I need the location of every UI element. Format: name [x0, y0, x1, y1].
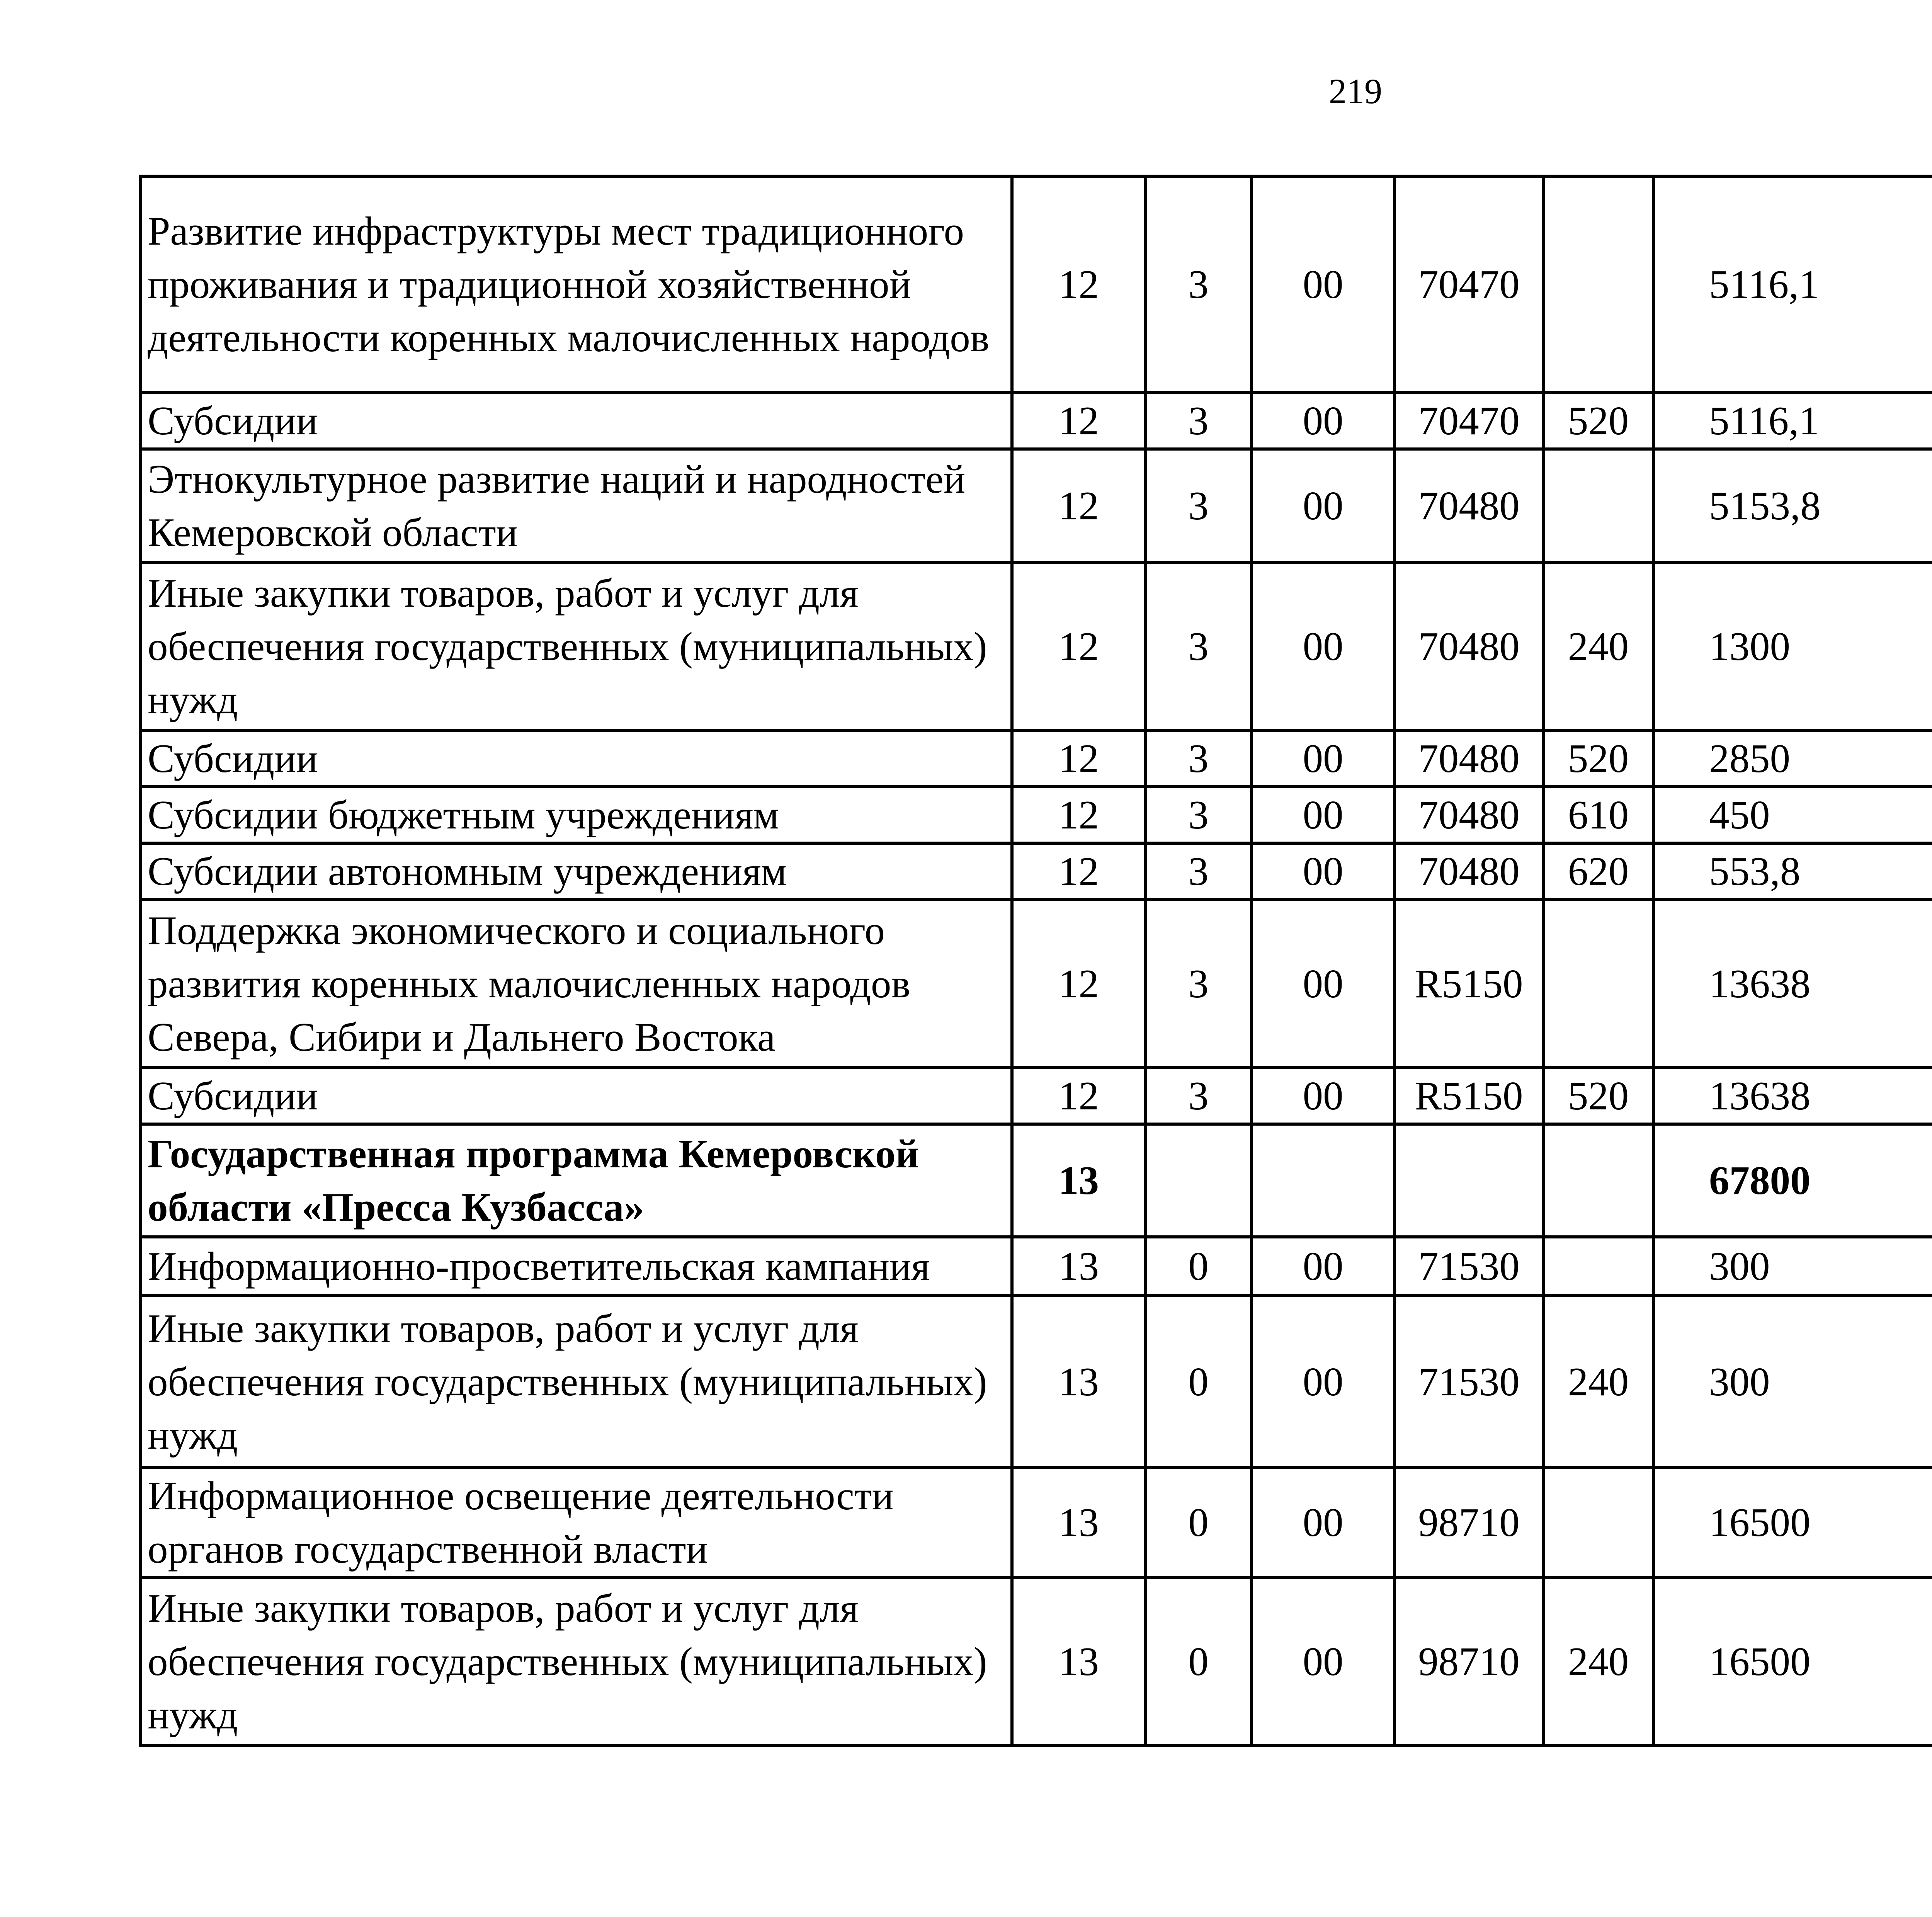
code-cell: 240	[1543, 562, 1653, 730]
code-cell: 13	[1012, 1296, 1145, 1468]
code-cell: 520	[1543, 393, 1653, 449]
table-body	[141, 176, 1932, 1745]
code-cell	[1395, 1124, 1543, 1237]
amount-cell: 300	[1653, 1296, 1932, 1468]
page-number: 219	[1329, 71, 1382, 111]
code-cell	[1543, 1237, 1653, 1296]
row-name: Информационно-просветительская кампания	[141, 1237, 1012, 1296]
table-row	[141, 1237, 1932, 1296]
amount-cell: 2850	[1653, 730, 1932, 787]
row-name: Субсидии автономным учреждениям	[141, 843, 1012, 900]
code-cell: 00	[1252, 176, 1395, 393]
amount-cell: 13638	[1653, 1068, 1932, 1124]
row-name: Этнокультурное развитие наций и народностей Кемеровской области	[141, 449, 1012, 562]
row-name: Информационное освещение деятельности органов государственной власти	[141, 1468, 1012, 1577]
code-cell: 98710	[1395, 1468, 1543, 1577]
table-row	[141, 730, 1932, 787]
code-cell: 00	[1252, 1468, 1395, 1577]
row-name: Поддержка экономического и социального развития коренных малочисленных народов Севера, Сибири и Дальнего Востока	[141, 900, 1012, 1068]
code-cell: 13	[1012, 1468, 1145, 1577]
code-cell: 12	[1012, 843, 1145, 900]
table-row	[141, 449, 1932, 562]
code-cell: 12	[1012, 787, 1145, 843]
budget-table	[139, 175, 1932, 1747]
code-cell: 00	[1252, 393, 1395, 449]
code-cell: 620	[1543, 843, 1653, 900]
amount-cell: 450	[1653, 787, 1932, 843]
code-cell: 00	[1252, 1577, 1395, 1745]
code-cell: 12	[1012, 1068, 1145, 1124]
code-cell: 70470	[1395, 176, 1543, 393]
code-cell: 240	[1543, 1577, 1653, 1745]
code-cell: 240	[1543, 1296, 1653, 1468]
table-row	[141, 1068, 1932, 1124]
table-row	[141, 843, 1932, 900]
table-row	[141, 393, 1932, 449]
table-row	[141, 787, 1932, 843]
row-name: Государственная программа Кемеровской области «Пресса Кузбасса»	[141, 1124, 1012, 1237]
row-name: Иные закупки товаров, работ и услуг для обеспечения государственных (муниципальных) нужд	[141, 562, 1012, 730]
code-cell: 3	[1145, 562, 1252, 730]
code-cell: 00	[1252, 843, 1395, 900]
code-cell	[1543, 176, 1653, 393]
code-cell: 00	[1252, 787, 1395, 843]
table-row	[141, 562, 1932, 730]
code-cell: 520	[1543, 1068, 1653, 1124]
code-cell: 3	[1145, 730, 1252, 787]
amount-cell: 300	[1653, 1237, 1932, 1296]
code-cell	[1543, 900, 1653, 1068]
amount-cell: 16500	[1653, 1577, 1932, 1745]
amount-cell: 553,8	[1653, 843, 1932, 900]
code-cell: 98710	[1395, 1577, 1543, 1745]
code-cell: 12	[1012, 449, 1145, 562]
row-name: Развитие инфраструктуры мест традиционного проживания и традиционной хозяйственной деятельности коренных малочисленных народов	[141, 176, 1012, 393]
code-cell: 71530	[1395, 1296, 1543, 1468]
code-cell: 0	[1145, 1577, 1252, 1745]
table-row	[141, 1296, 1932, 1468]
code-cell: 71530	[1395, 1237, 1543, 1296]
code-cell	[1543, 449, 1653, 562]
code-cell: 3	[1145, 900, 1252, 1068]
code-cell: 00	[1252, 730, 1395, 787]
code-cell: 520	[1543, 730, 1653, 787]
code-cell: 3	[1145, 1068, 1252, 1124]
code-cell: 00	[1252, 562, 1395, 730]
code-cell: 00	[1252, 1068, 1395, 1124]
code-cell: 12	[1012, 176, 1145, 393]
code-cell: 70480	[1395, 562, 1543, 730]
code-cell: 13	[1012, 1124, 1145, 1237]
row-name: Субсидии	[141, 730, 1012, 787]
code-cell: 00	[1252, 449, 1395, 562]
code-cell: 00	[1252, 1237, 1395, 1296]
table-row	[141, 176, 1932, 393]
amount-cell: 1300	[1653, 562, 1932, 730]
amount-cell: 5153,8	[1653, 449, 1932, 562]
code-cell: R5150	[1395, 1068, 1543, 1124]
code-cell: 3	[1145, 449, 1252, 562]
code-cell	[1543, 1468, 1653, 1577]
table-row	[141, 1577, 1932, 1745]
code-cell: 00	[1252, 900, 1395, 1068]
code-cell: 610	[1543, 787, 1653, 843]
row-name: Иные закупки товаров, работ и услуг для обеспечения государственных (муниципальных) нужд	[141, 1577, 1012, 1745]
row-name: Субсидии	[141, 1068, 1012, 1124]
code-cell: 3	[1145, 787, 1252, 843]
code-cell	[1145, 1124, 1252, 1237]
code-cell: 12	[1012, 900, 1145, 1068]
code-cell: 70480	[1395, 449, 1543, 562]
code-cell: 3	[1145, 393, 1252, 449]
row-name: Иные закупки товаров, работ и услуг для обеспечения государственных (муниципальных) нужд	[141, 1296, 1012, 1468]
amount-cell: 16500	[1653, 1468, 1932, 1577]
code-cell: 70480	[1395, 730, 1543, 787]
code-cell: 0	[1145, 1237, 1252, 1296]
table-row-program-total	[141, 1124, 1932, 1237]
row-name: Субсидии бюджетным учреждениям	[141, 787, 1012, 843]
code-cell: 13	[1012, 1237, 1145, 1296]
code-cell: 70480	[1395, 787, 1543, 843]
code-cell: 12	[1012, 562, 1145, 730]
code-cell: 70470	[1395, 393, 1543, 449]
amount-cell: 67800	[1653, 1124, 1932, 1237]
code-cell: 13	[1012, 1577, 1145, 1745]
code-cell: 70480	[1395, 843, 1543, 900]
code-cell	[1252, 1124, 1395, 1237]
code-cell: 12	[1012, 393, 1145, 449]
code-cell: 3	[1145, 176, 1252, 393]
amount-cell: 5116,1	[1653, 176, 1932, 393]
code-cell: 12	[1012, 730, 1145, 787]
amount-cell: 5116,1	[1653, 393, 1932, 449]
table-row	[141, 900, 1932, 1068]
table-row	[141, 1468, 1932, 1577]
amount-cell: 13638	[1653, 900, 1932, 1068]
code-cell: 0	[1145, 1296, 1252, 1468]
code-cell: 0	[1145, 1468, 1252, 1577]
code-cell: 3	[1145, 843, 1252, 900]
code-cell: 00	[1252, 1296, 1395, 1468]
row-name: Субсидии	[141, 393, 1012, 449]
code-cell	[1543, 1124, 1653, 1237]
code-cell: R5150	[1395, 900, 1543, 1068]
